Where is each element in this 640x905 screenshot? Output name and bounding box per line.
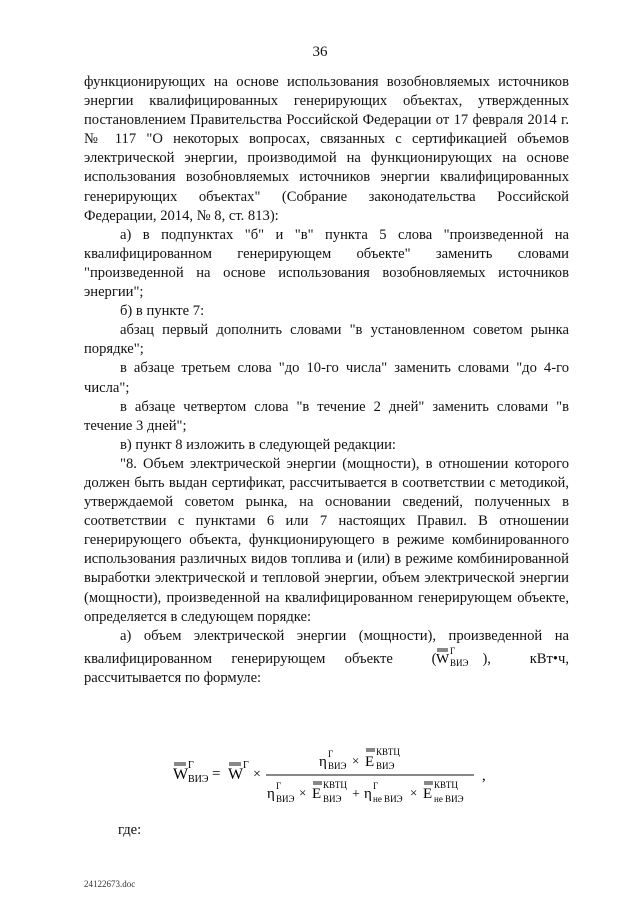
denominator-eta-2-sup: Г bbox=[373, 781, 379, 791]
denominator-times-2: × bbox=[410, 785, 418, 800]
paragraph: в абзаце четвертом слова "в течение 2 дней" заменить словами "в течение 3 дней"; bbox=[84, 398, 569, 434]
footer-doc-id: 24122673.doc bbox=[84, 879, 136, 889]
denominator-eta-1-sub: ВИЭ bbox=[276, 794, 295, 804]
paragraph-a-formula-intro bbox=[84, 627, 569, 688]
denominator-e-1-sup: КВТЦ bbox=[323, 780, 347, 790]
denominator-e-1: E bbox=[312, 786, 322, 802]
paragraph-a-text: а) объем электрической энергии (мощности), произведенной на квалифицированном генерирующем объекте bbox=[84, 627, 569, 667]
formula-sub-vie-left: ВИЭ bbox=[188, 774, 209, 785]
denominator-eta-2-sub: не ВИЭ bbox=[373, 794, 403, 804]
paragraph: б) в пункте 7: bbox=[120, 303, 205, 320]
denominator-eta-1-sup: Г bbox=[276, 781, 282, 791]
formula-w-left: W bbox=[173, 766, 189, 783]
formula-sup-g-left: Г bbox=[188, 760, 194, 771]
numerator-e: E bbox=[365, 754, 375, 770]
denominator-plus: + bbox=[352, 787, 360, 802]
paragraph: "8. Объем электрической энергии (мощности), в отношении которого должен быть выдан сертификат, рассчитывается в соответствии с методикой, утверждаемой советом рынка, на основании сведений, полученных в соответствии с пунктами 6 или 7 настоящих Правил. В отношении генерирующего объекта, функционирующего в режиме комбинированного использования различных видов топлива и (или) в режиме комбинированной выработки электрической и тепловой энергии, объем электрической энергии (мощности), произведенной на квалифицированном генерирующем объекте, определяется в следующем порядке: bbox=[84, 455, 569, 625]
formula-times: × bbox=[253, 767, 261, 782]
numerator-e-sup: КВТЦ bbox=[376, 747, 400, 757]
inline-w-vie-symbol bbox=[436, 646, 482, 668]
paragraph-a-tail: рассчитывается по формуле: bbox=[84, 669, 262, 686]
denominator-e-2-sup: КВТЦ bbox=[434, 780, 458, 790]
numerator-times: × bbox=[352, 753, 360, 768]
numerator-eta-sub: ВИЭ bbox=[328, 761, 347, 771]
formula-equals: = bbox=[212, 766, 221, 782]
paragraph: в абзаце третьем слова "до 10-го числа" заменить словами "до 4-го числа"; bbox=[84, 360, 569, 396]
numerator-eta: η bbox=[319, 754, 327, 770]
denominator-e-1-sub: ВИЭ bbox=[323, 794, 342, 804]
numerator-e-sub: ВИЭ bbox=[376, 761, 395, 771]
numerator-eta-sup: Г bbox=[328, 749, 334, 759]
paragraph: а) в подпунктах "б" и "в" пункта 5 слова "произведенной на квалифицированном генерирующем объекте" заменить словами "произведенной на основе использования возобновляемых источников энергии"; bbox=[84, 226, 569, 301]
formula-sup-g-right: Г bbox=[243, 760, 249, 771]
unit-kwh: кВт•ч, bbox=[529, 650, 570, 667]
denominator-e-2-sub: не ВИЭ bbox=[434, 794, 464, 804]
formula bbox=[172, 744, 502, 810]
document-body bbox=[84, 73, 569, 688]
where-label: где: bbox=[118, 822, 142, 838]
denominator-eta-1: η bbox=[267, 786, 275, 802]
denominator-eta-2: η bbox=[364, 786, 372, 802]
inline-w: W bbox=[436, 651, 450, 667]
inline-sub-vie: ВИЭ bbox=[450, 657, 469, 668]
formula-comma: , bbox=[482, 768, 486, 784]
page-number: 36 bbox=[312, 44, 328, 60]
paragraph: абзац первый дополнить словами "в установленном советом рынка порядке"; bbox=[84, 322, 569, 358]
paragraph: в) пункт 8 изложить в следующей редакции: bbox=[120, 436, 396, 453]
denominator-e-2: E bbox=[423, 786, 433, 802]
paragraph: функционирующих на основе использования возобновляемых источников энергии квалифицированных генерирующих объектах, утвержденных постановлением Правительства Российской Федерации от 17 февраля 2014 г. № 117 "О некоторых вопросах, связанных с сертификацией объемов электрической энергии, производимой на функционирующих на основе использования возобновляемых источников энергии квалифицированных генерирующих объектах" (Собрание законодательства Российской Федерации, 2014, № 8, ст. 813): bbox=[84, 74, 569, 224]
formula-w-right: W bbox=[228, 766, 244, 783]
inline-variable: ( W Г ВИЭ ), bbox=[431, 645, 491, 668]
denominator-times-1: × bbox=[299, 785, 307, 800]
inline-sup-g: Г bbox=[450, 645, 456, 656]
